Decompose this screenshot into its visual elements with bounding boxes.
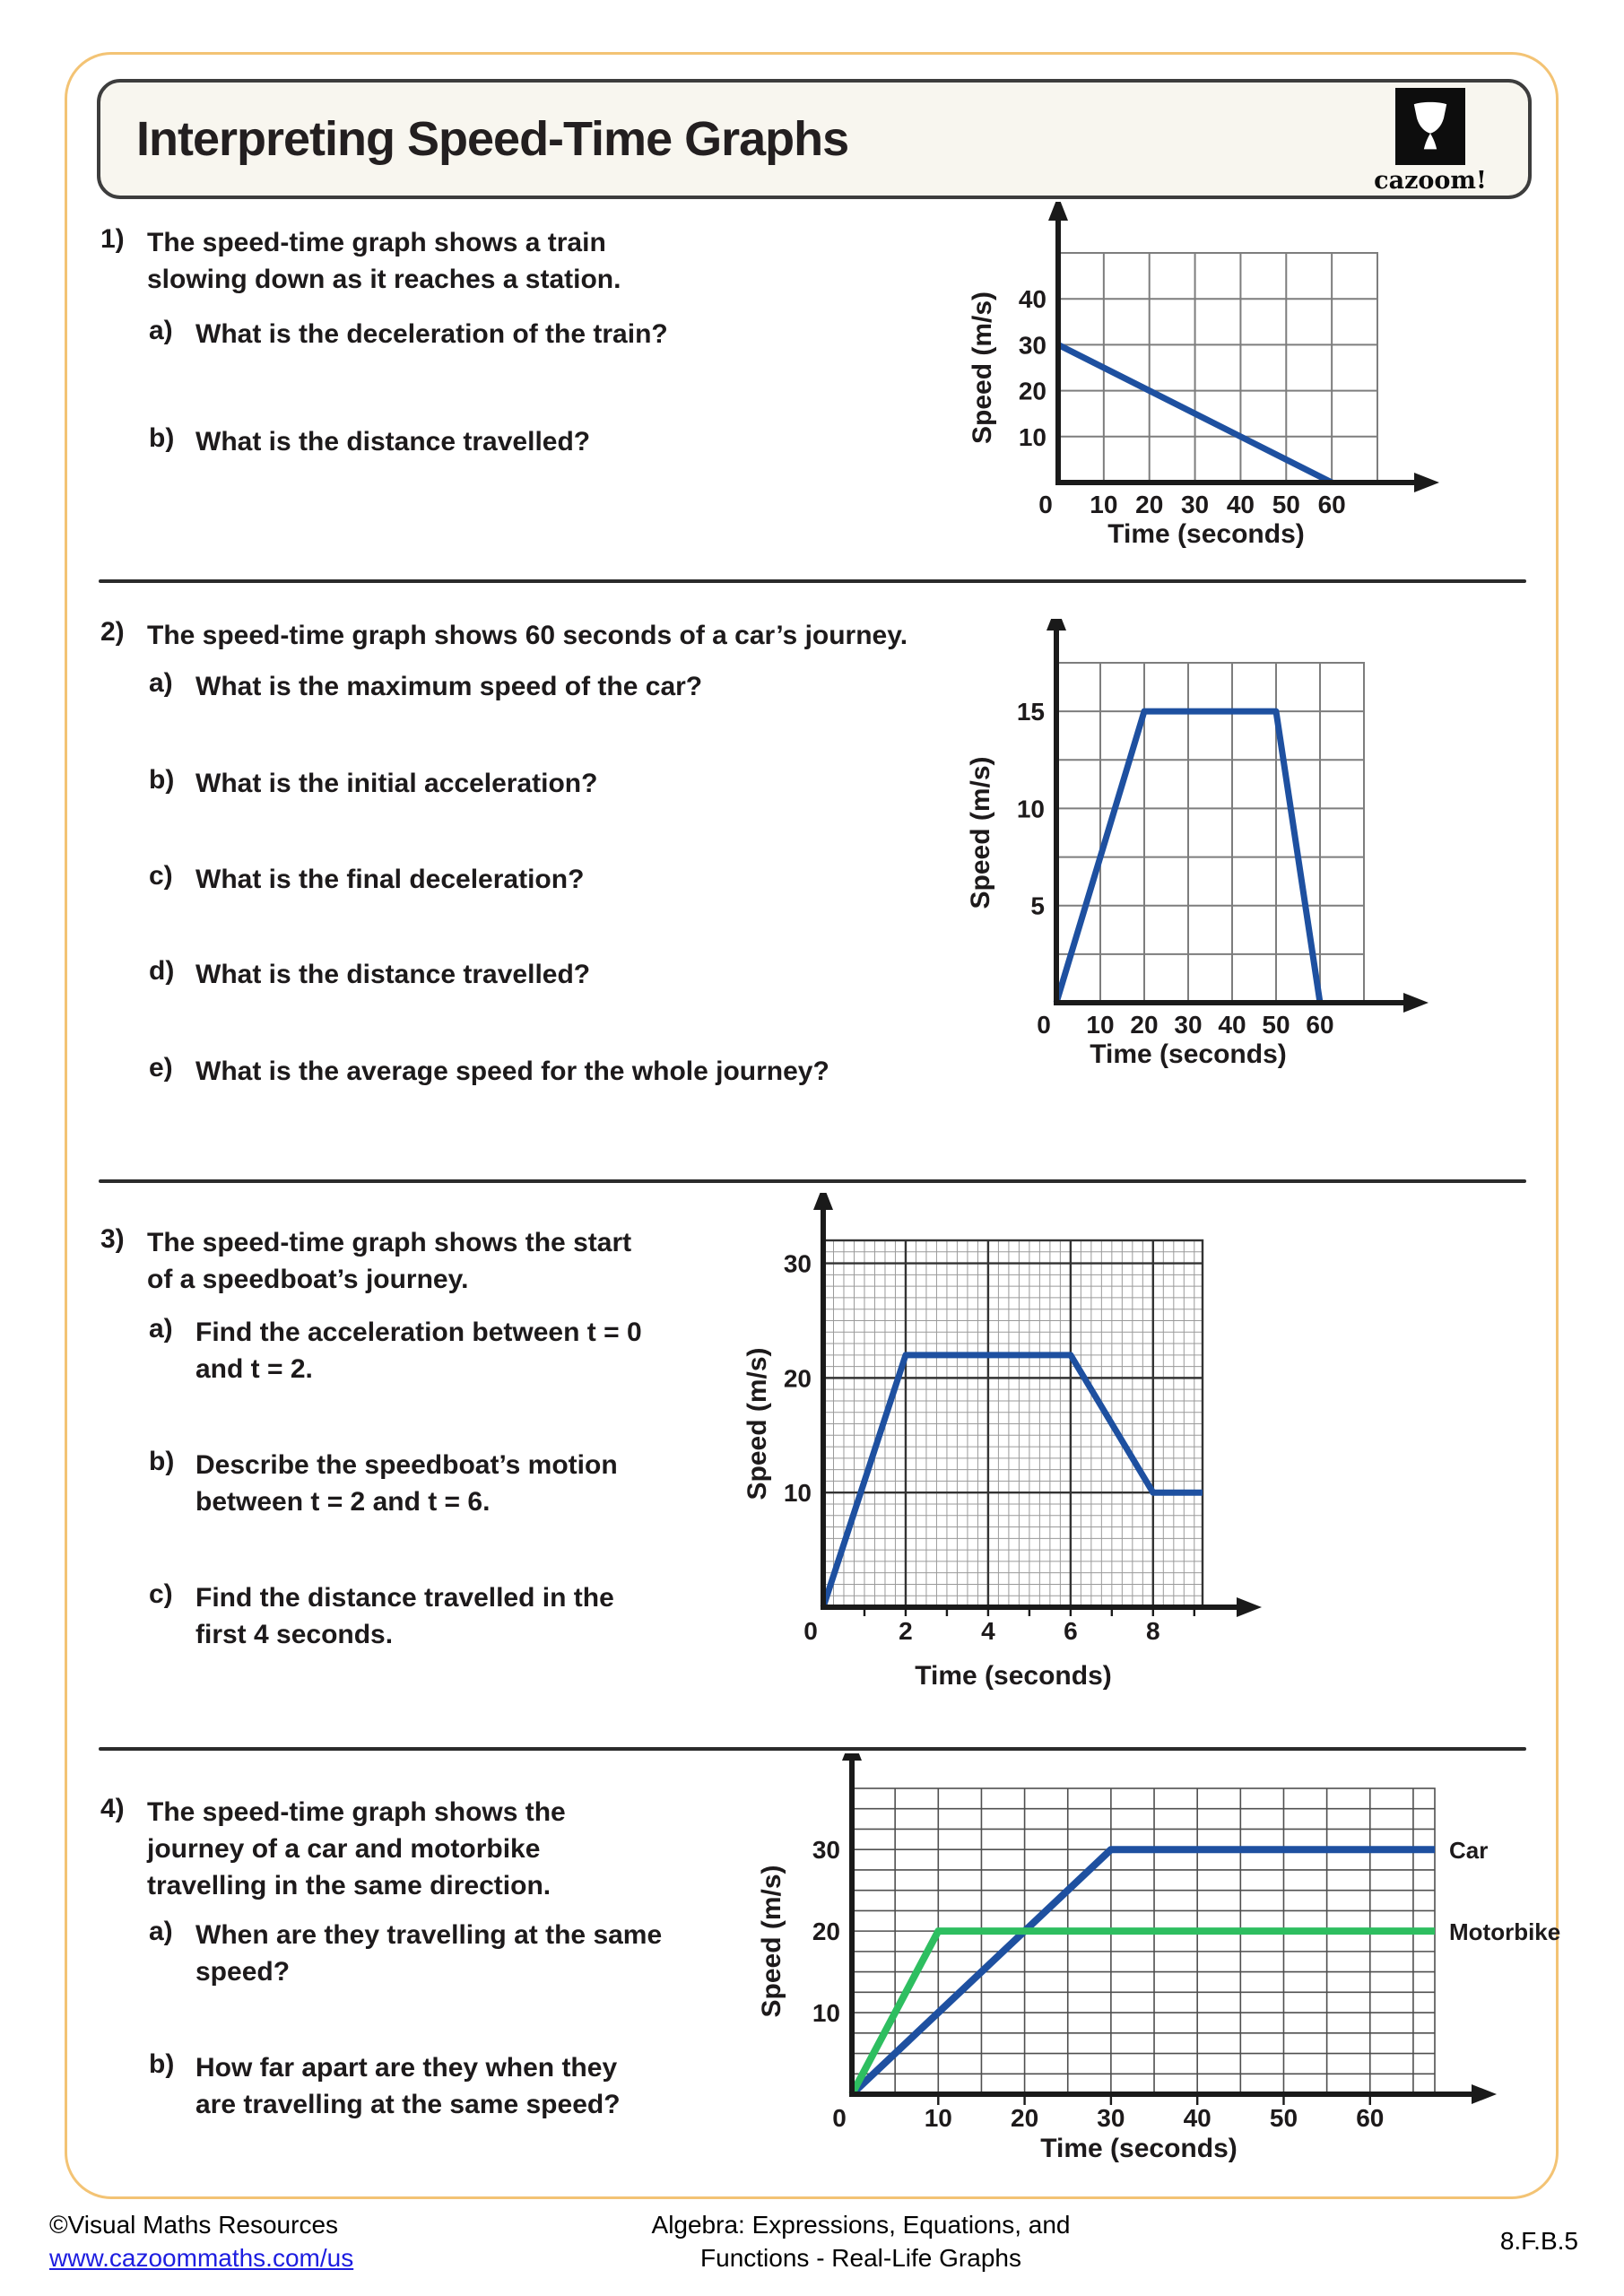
svg-text:20: 20 [1135,491,1164,518]
drum-icon [1395,88,1465,165]
question-4-number: 4) [100,1794,125,1823]
question-4-text: The speed-time graph shows the journey of a car and motorbike travelling in the same direction. [147,1797,566,1900]
svg-text:20: 20 [1130,1011,1159,1039]
speed-time-graph-car-motorbike [753,1753,1614,2202]
svg-text:10: 10 [1090,491,1118,518]
question-2c-label: c) [149,861,173,891]
svg-text:Speed (m/s): Speed (m/s) [966,756,995,909]
question-4b-text: How far apart are they when they are travelling at the same speed? [195,2053,621,2119]
brand-name: cazoom! [1374,167,1487,195]
svg-text:Car: Car [1449,1837,1489,1865]
svg-text:0: 0 [1037,1011,1051,1039]
svg-text:10: 10 [783,1479,812,1508]
question-3c-label: c) [149,1579,173,1609]
question-2d-text: What is the distance travelled? [195,960,591,989]
speed-time-graph-train [964,202,1484,578]
svg-text:15: 15 [1016,698,1045,726]
svg-text:10: 10 [812,1999,840,2028]
svg-text:50: 50 [1262,1011,1290,1039]
svg-text:Speed (m/s): Speed (m/s) [968,291,997,445]
svg-text:Time (seconds): Time (seconds) [1090,1039,1287,1069]
svg-text:Time (seconds): Time (seconds) [915,1661,1112,1691]
question-2d-label: d) [149,956,175,986]
section-divider [99,1179,1526,1183]
svg-text:20: 20 [812,1918,840,1946]
svg-text:0: 0 [832,2104,847,2132]
question-3a-text: Find the acceleration between t = 0 and t = 2. [195,1318,642,1384]
svg-text:50: 50 [1272,491,1300,518]
website-link[interactable]: www.cazoommaths.com/us [49,2244,354,2272]
svg-text:30: 30 [1097,2104,1125,2132]
svg-text:40: 40 [1218,1011,1246,1039]
svg-text:20: 20 [783,1364,812,1393]
question-3c-text: Find the distance travelled in the first 4 seconds. [195,1583,614,1649]
svg-text:40: 40 [1018,285,1046,314]
svg-text:60: 60 [1306,1011,1334,1039]
footer-left [49,2208,353,2274]
svg-text:10: 10 [1086,1011,1115,1039]
question-1a-label: a) [149,316,173,345]
cazoom-logo [1365,88,1496,195]
question-3-number: 3) [100,1224,125,1254]
section-divider [99,1747,1526,1751]
svg-text:40: 40 [1183,2104,1211,2132]
svg-text:0: 0 [803,1617,818,1645]
svg-text:60: 60 [1317,491,1346,518]
question-4a-label: a) [149,1917,173,1946]
svg-text:8: 8 [1146,1617,1160,1645]
worksheet-header [97,79,1532,199]
svg-text:4: 4 [981,1617,995,1645]
svg-text:6: 6 [1064,1617,1078,1645]
question-2-number: 2) [100,617,125,647]
svg-text:60: 60 [1356,2104,1385,2132]
question-2a-label: a) [149,668,173,698]
section-divider [99,579,1526,583]
question-3b-label: b) [149,1447,175,1476]
standard-code: 8.F.B.5 [1499,2227,1578,2255]
question-4a-text: When are they travelling at the same speed? [195,1920,663,1987]
question-2a-text: What is the maximum speed of the car? [195,672,703,701]
question-1-number: 1) [100,224,125,254]
question-4b-label: b) [149,2049,175,2079]
svg-text:30: 30 [783,1249,812,1278]
question-2b-text: What is the initial acceleration? [195,769,598,798]
copyright-text: ©Visual Maths Resources [49,2211,339,2239]
question-1a-text: What is the deceleration of the train? [195,319,668,349]
svg-text:Motorbike: Motorbike [1449,1918,1561,1946]
svg-text:40: 40 [1226,491,1255,518]
svg-text:Speed (m/s): Speed (m/s) [743,1347,772,1500]
footer-topic: Algebra: Expressions, Equations, and Functions - Real-Life Graphs [651,2211,1071,2272]
svg-text:50: 50 [1269,2104,1298,2132]
question-3a-label: a) [149,1314,173,1344]
svg-text:2: 2 [899,1617,913,1645]
svg-text:30: 30 [1174,1011,1203,1039]
question-3-text: The speed-time graph shows the start of a speedboat’s journey. [147,1228,632,1294]
svg-text:20: 20 [1011,2104,1039,2132]
speed-time-graph-car [964,619,1484,1094]
page-title: Interpreting Speed-Time Graphs [136,112,849,166]
question-2e-label: e) [149,1053,173,1083]
speed-time-graph-speedboat [726,1193,1300,1695]
question-1b-text: What is the distance travelled? [195,427,591,457]
question-1-text: The speed-time graph shows a train slowing down as it reaches a station. [147,228,621,294]
svg-text:10: 10 [924,2104,952,2132]
question-2-text: The speed-time graph shows 60 seconds of a car’s journey. [147,621,908,650]
svg-text:0: 0 [1038,491,1053,518]
svg-text:20: 20 [1018,377,1046,405]
question-3b-text: Describe the speedboat’s motion between t = 2 and t = 6. [195,1450,618,1517]
svg-text:30: 30 [1180,491,1210,518]
question-2b-label: b) [149,765,175,795]
svg-text:10: 10 [1016,795,1045,823]
svg-text:30: 30 [812,1836,840,1865]
svg-text:Speed (m/s): Speed (m/s) [757,1865,786,2018]
question-2c-text: What is the final deceleration? [195,865,585,894]
svg-text:30: 30 [1018,331,1046,360]
svg-text:10: 10 [1018,422,1046,451]
svg-text:Time (seconds): Time (seconds) [1040,2134,1238,2163]
question-1b-label: b) [149,423,175,453]
question-2e-text: What is the average speed for the whole journey? [195,1057,829,1086]
svg-text:Time (seconds): Time (seconds) [1107,519,1305,549]
svg-text:5: 5 [1030,891,1045,920]
